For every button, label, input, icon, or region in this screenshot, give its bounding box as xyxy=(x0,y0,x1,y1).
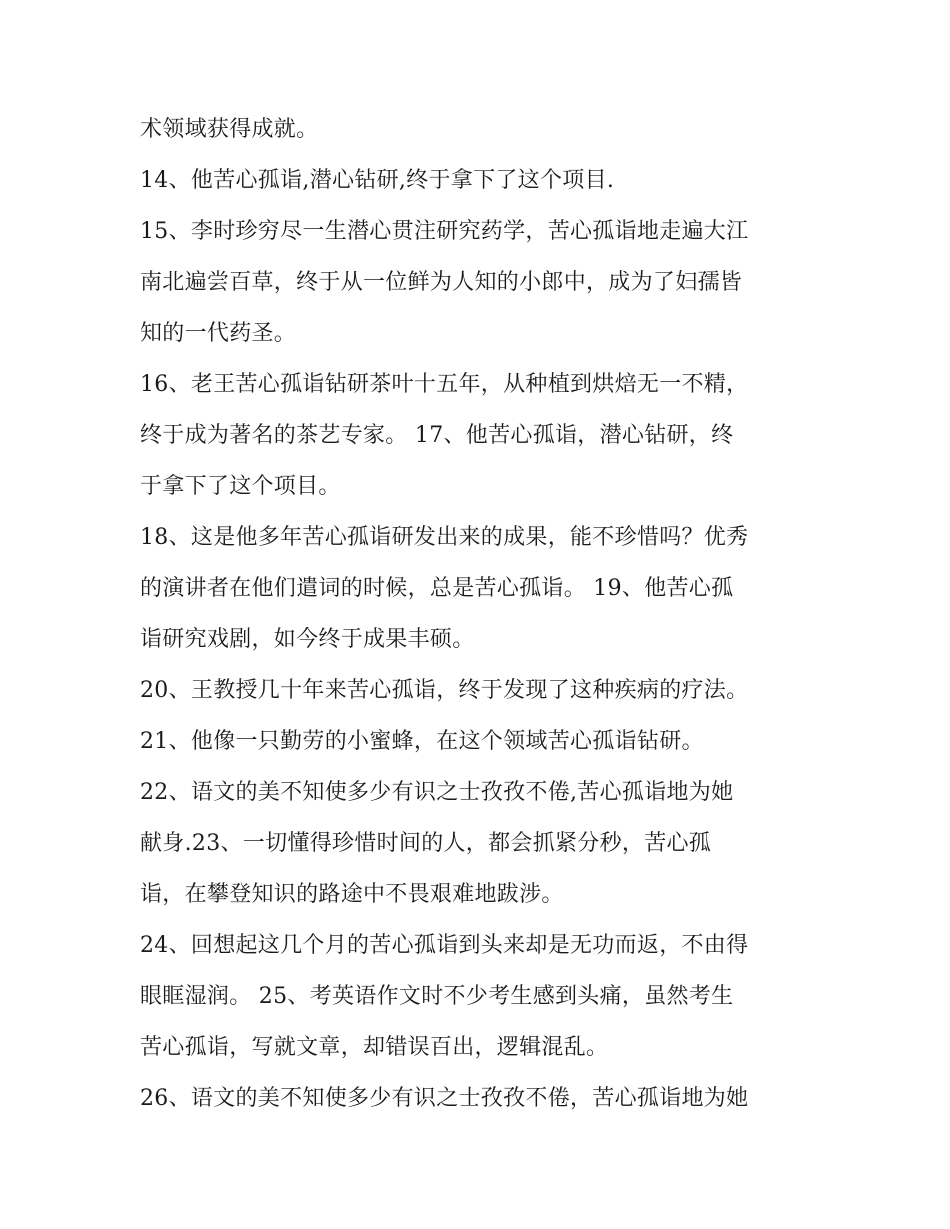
text-line: 术领域获得成就。 xyxy=(140,117,319,142)
text-line: 16、老王苦心孤诣钻研茶叶十五年，从种植到烘焙无一不精， xyxy=(140,372,749,397)
text-line: 20、王教授几十年来苦心孤诣，终于发现了这种疾病的疗法。 xyxy=(140,678,749,703)
text-line: 诣，在攀登知识的路途中不畏艰难地跋涉。 xyxy=(140,882,564,907)
text-line: 知的一代药圣。 xyxy=(140,321,297,346)
text-column xyxy=(140,104,820,1124)
text-line: 献身.23、一切懂得珍惜时间的人，都会抓紧分秒，苦心孤 xyxy=(140,831,712,856)
text-line: 终于成为著名的茶艺专家。 17、他苦心孤诣，潜心钻研，终 xyxy=(140,423,734,448)
text-line: 的演讲者在他们遣词的时候，总是苦心孤诣。 19、他苦心孤 xyxy=(140,576,734,601)
text-line: 14、他苦心孤诣,潜心钻研,终于拿下了这个项目. xyxy=(140,168,615,193)
text-line: 22、语文的美不知使多少有识之士孜孜不倦,苦心孤诣地为她 xyxy=(140,780,734,805)
text-line: 26、语文的美不知使多少有识之士孜孜不倦，苦心孤诣地为她 xyxy=(140,1086,749,1111)
text-line: 21、他像一只勤劳的小蜜蜂，在这个领域苦心孤诣钻研。 xyxy=(140,729,704,754)
text-line: 18、这是他多年苦心孤诣研发出来的成果，能不珍惜吗？优秀 xyxy=(140,525,749,550)
text-line: 眼眶湿润。 25、考英语作文时不少考生感到头痛，虽然考生 xyxy=(140,984,734,1009)
text-line: 15、李时珍穷尽一生潜心贯注研究药学，苦心孤诣地走遍大江 xyxy=(140,219,749,244)
text-line: 24、回想起这几个月的苦心孤诣到头来却是无功而返，不由得 xyxy=(140,933,749,958)
text-line: 于拿下了这个项目。 xyxy=(140,474,341,499)
text-line: 诣研究戏剧，如今终于成果丰硕。 xyxy=(140,627,475,652)
text-line: 南北遍尝百草，终于从一位鲜为人知的小郎中，成为了妇孺皆 xyxy=(140,270,743,295)
text-line: 苦心孤诣，写就文章，却错误百出，逻辑混乱。 xyxy=(140,1035,609,1060)
